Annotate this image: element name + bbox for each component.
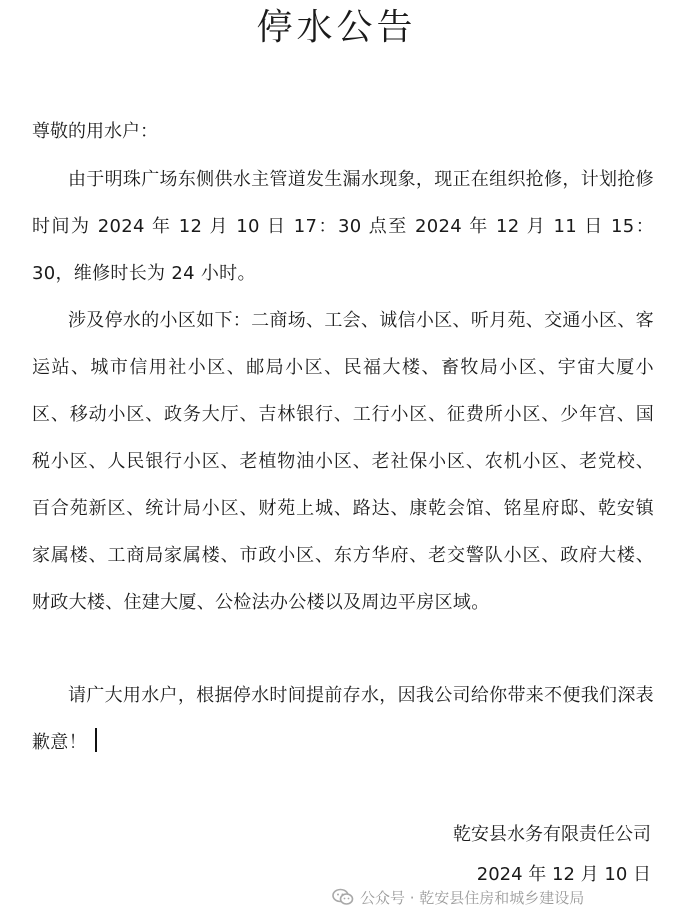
wechat-watermark [332, 885, 584, 909]
wechat-icon [332, 888, 354, 906]
notice-title: 停水公告 [256, 7, 417, 48]
signature-date: 2024 年 12 月 10 日 [476, 864, 651, 885]
signature-company: 乾安县水务有限责任公司 [453, 824, 651, 845]
watermark-text: 公众号 · 乾安县住房和城乡建设局 [360, 888, 585, 907]
salutation: 尊敬的用水户： [32, 121, 158, 142]
apology-text: 请广大用水户，根据停水时间提前存水，因我公司给你带来不便我们深表歉意！ [32, 685, 654, 753]
text-cursor [95, 728, 97, 752]
signature-block [453, 815, 651, 895]
paragraph-repair-schedule: 由于明珠广场东侧供水主管道发生漏水现象，现正在组织抢修，计划抢修时间为 2024 年 12 月 10 日 17：30 点至 2024 年 12 月 11 日 15：30，维修时长为 24 小时。 [32, 169, 654, 284]
paragraph-affected-areas: 涉及停水的小区如下：二商场、工会、诚信小区、听月苑、交通小区、客运站、城市信用社小区、邮局小区、民福大楼、畜牧局小区、宇宙大厦小区、移动小区、政务大厅、吉林银行、工行小区、征费所小区、少年宫、国税小区、人民银行小区、老植物油小区、老社保小区、农机小区、老党校、百合苑新区、统计局小区、财苑上城、路达、康乾会馆、铭星府邸、乾安镇家属楼、工商局家属楼、市政小区、东方华府、老交警队小区、政府大楼、财政大楼、住建大厦、公检法办公楼以及周边平房区域。 [32, 310, 654, 613]
paragraph-apology [32, 672, 654, 766]
